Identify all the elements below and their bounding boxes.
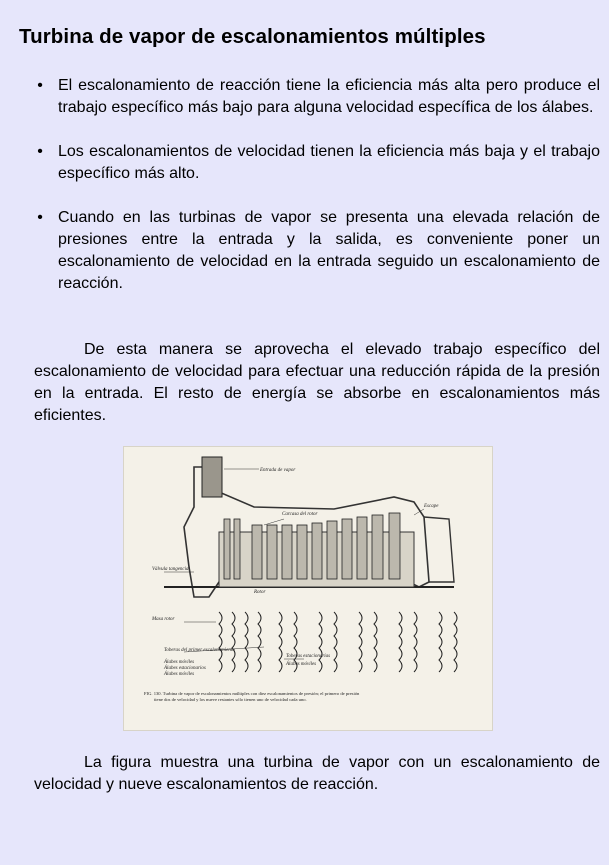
label-masa: Masa rotor (152, 617, 175, 622)
list-item (34, 141, 600, 185)
label-toberas-estacionarias: Toberas estacionarias (286, 654, 331, 659)
turbine-figure (123, 446, 493, 731)
turbine-diagram (124, 447, 492, 730)
bullet-list (34, 75, 600, 317)
bullet-text: El escalonamiento de reacción tiene la eficiencia más alta pero produce el trabajo específico más bajo para alguna velocidad específica de los álabes. (58, 77, 600, 116)
list-item (34, 207, 600, 295)
bullet-dot-icon: • (37, 77, 43, 94)
list-item (34, 75, 600, 119)
paragraph: La figura muestra una turbina de vapor con un escalonamiento de velocidad y nueve escalonamientos de reacción. (34, 754, 600, 793)
figure-caption: FIG. 130. Turbina de vapor de escalonamientos múltiples con diez escalonamientos de presión; el primero de presión tiene dos de velocidad y los nueve restantes sólo tienen uno de velocidad cada uno. (144, 691, 360, 702)
bullet-dot-icon: • (37, 209, 43, 226)
label-rotor: Rotor (254, 590, 266, 595)
label-escape: Escape (424, 504, 439, 509)
bullet-dot-icon: • (37, 143, 43, 160)
label-valvula: Válvula tangencial (152, 567, 190, 572)
page-title: Turbina de vapor de escalonamientos múltiples (19, 25, 486, 48)
label-carcasa: Carcasa del rotor (282, 512, 318, 517)
lower-blade-cascades (219, 612, 457, 672)
label-alabes-moviles-2: Álabes móviles (164, 672, 195, 677)
paragraph: De esta manera se aprovecha el elevado trabajo específico del escalonamiento de velocidad para efectuar una reducción rápida de la presión en la entrada. El resto de energía se absorbe en escalonamientos más eficientes. (34, 341, 600, 424)
label-entrada: Entrada de vapor (260, 468, 296, 473)
label-alabes-moviles-3: Álabes móviles (286, 662, 317, 667)
bullet-text: Cuando en las turbinas de vapor se presenta una elevada relación de presiones entre la entrada y la salida, es conveniente poner un escalonamiento de velocidad en la entrada seguido un escalonamiento de reacción. (58, 209, 600, 292)
label-alabes-estacionarios: Álabes estacionarios (164, 666, 206, 671)
bullet-text: Los escalonamientos de velocidad tienen la eficiencia más baja y el trabajo específico más alto. (58, 143, 600, 182)
label-alabes-moviles: Álabes móviles (164, 660, 195, 665)
label-toberas: Toberas del primer escalonamiento (164, 648, 235, 653)
inlet-valve (202, 457, 222, 497)
